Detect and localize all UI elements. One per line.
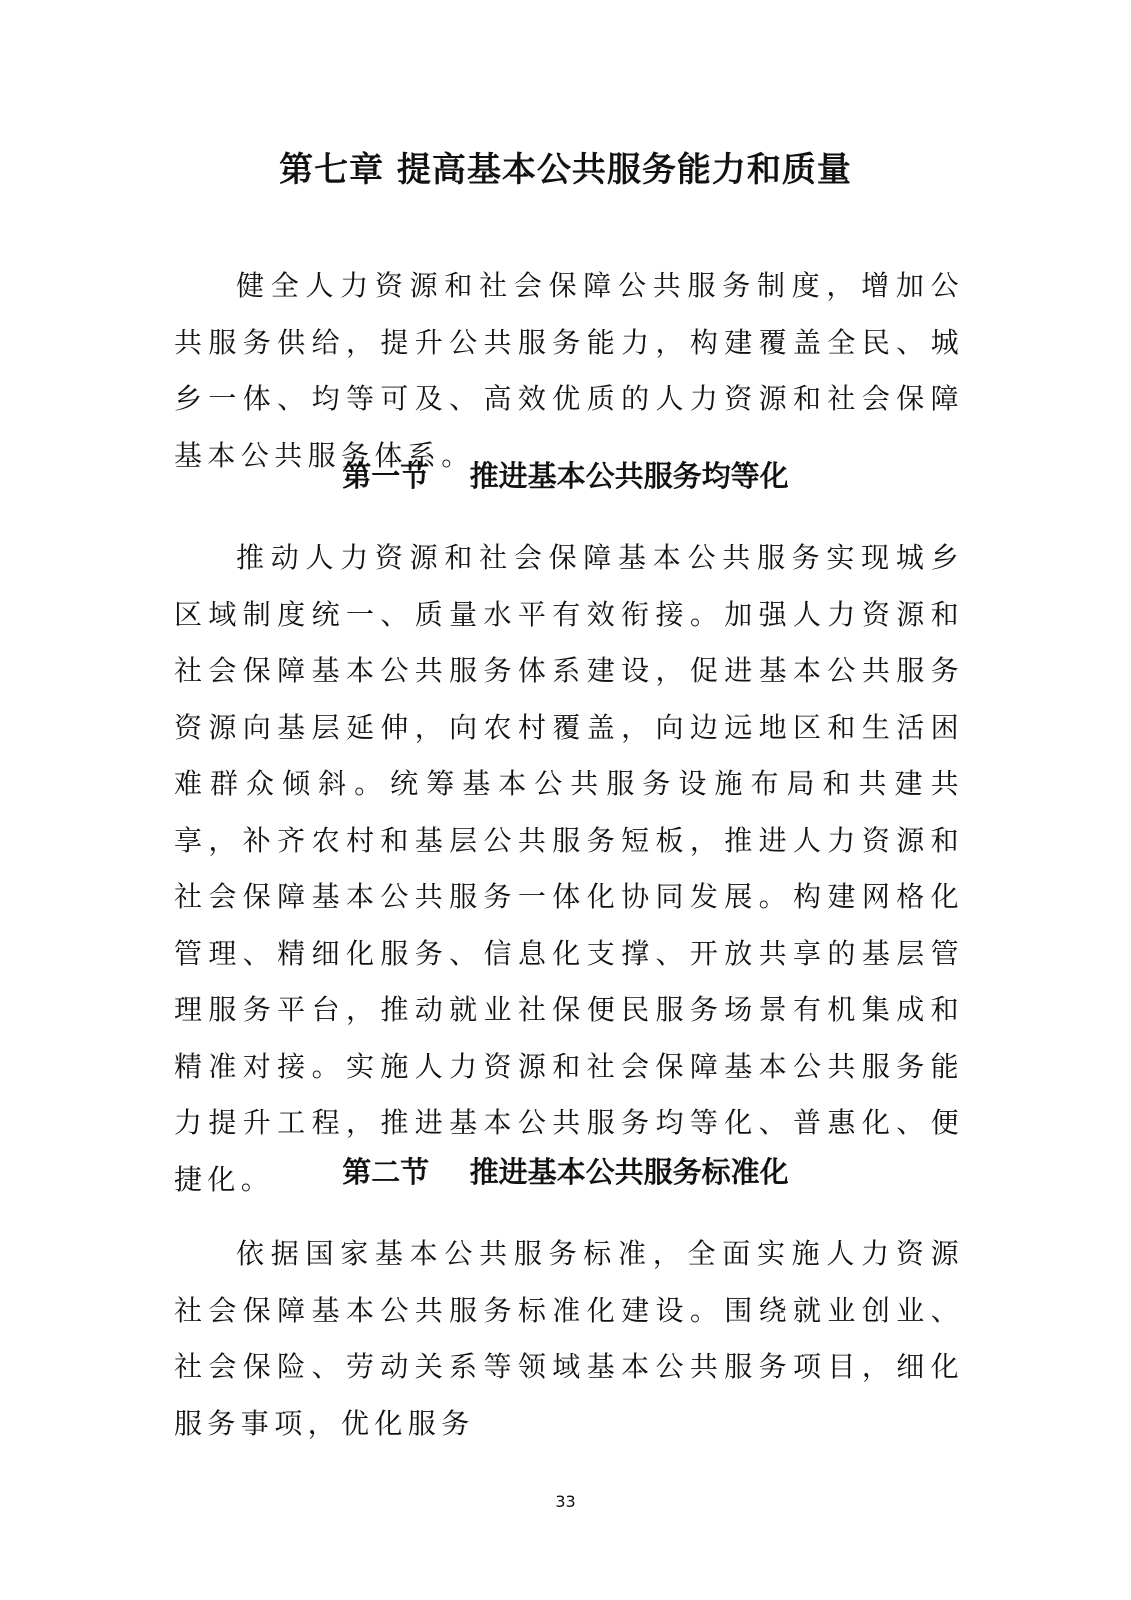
section-2-title: 第二节 推进基本公共服务标准化 [342,1155,789,1189]
section-1-title: 第一节 推进基本公共服务均等化 [342,459,789,493]
section-2-paragraph: 依据国家基本公共服务标准，全面实施人力资源社会保障基本公共服务标准化建设。围绕就业创业、社会保险、劳动关系等领域基本公共服务项目，细化服务事项，优化服务 [174,1237,964,1440]
page-number: 33 [555,1492,576,1511]
section-1-paragraph: 推动人力资源和社会保障基本公共服务实现城乡区域制度统一、质量水平有效衔接。加强人力资源和社会保障基本公共服务体系建设，促进基本公共服务资源向基层延伸，向农村覆盖，向边远地区和生活困难群众倾斜。统筹基本公共服务设施布局和共建共享，补齐农村和基层公共服务短板，推进人力资源和社会保障基本公共服务一体化协同发展。构建网格化管理、精细化服务、信息化支撑、开放共享的基层管理服务平台，推动就业社保便民服务场景有机集成和精准对接。实施人力资源和社会保障基本公共服务能力提升工程，推进基本公共服务均等化、普惠化、便捷化。 [174,541,964,1196]
chapter-title: 第七章 提高基本公共服务能力和质量 [279,150,852,190]
intro-paragraph: 健全人力资源和社会保障公共服务制度，增加公共服务供给，提升公共服务能力，构建覆盖全民、城乡一体、均等可及、高效优质的人力资源和社会保障基本公共服务体系。 [174,269,964,472]
